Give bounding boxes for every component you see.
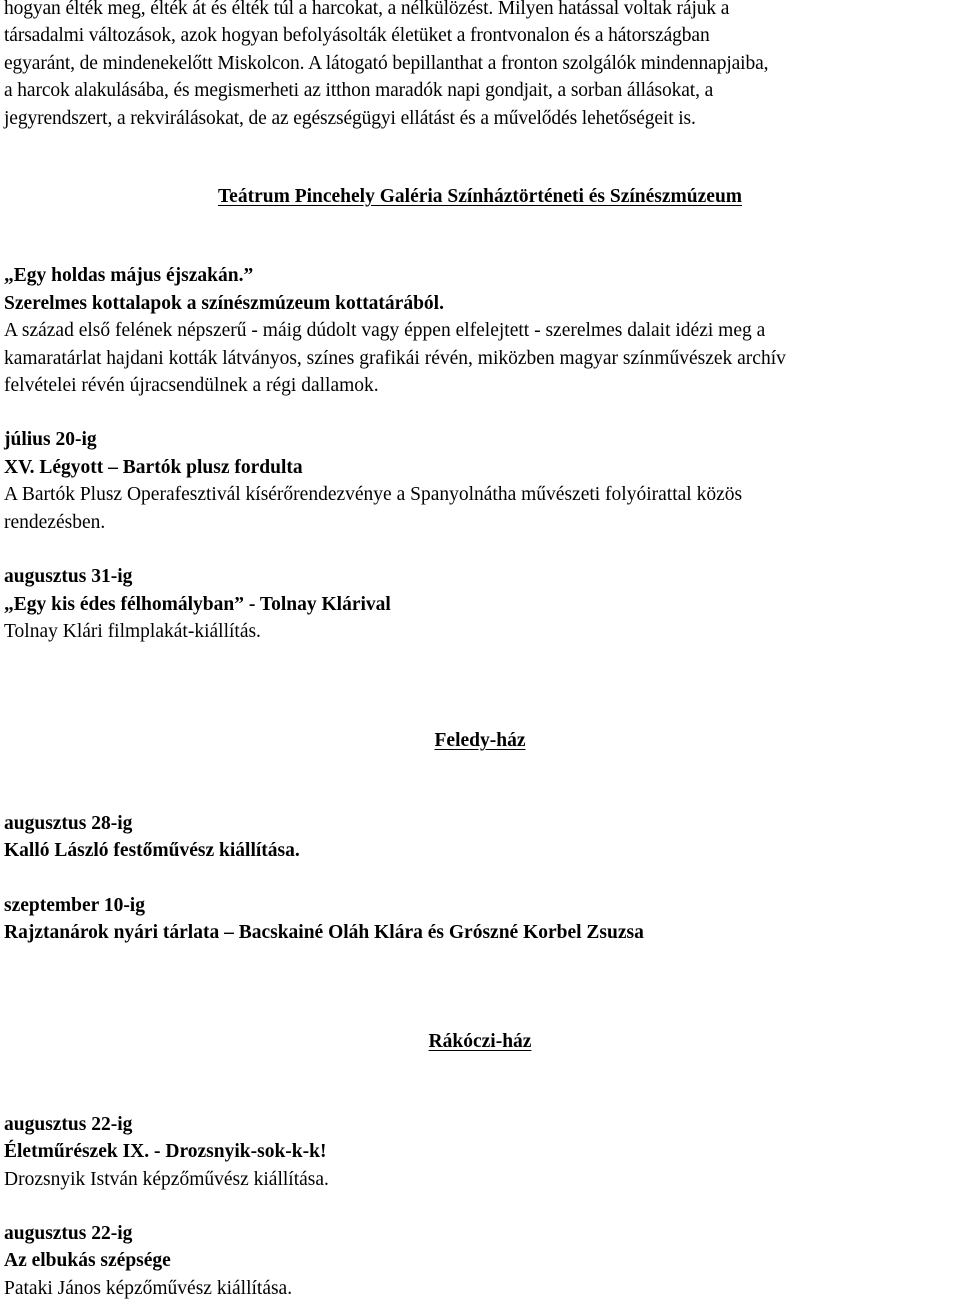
description-line: A század első felének népszerű - máig dúdolt vagy éppen elfelejtett - szerelmes dalait idézi meg a bbox=[4, 320, 766, 342]
intro-line: a harcok alakulásába, és megismerheti az itthon maradók napi gondjait, a sorban állásokat, a bbox=[4, 80, 714, 102]
event-description: Drozsnyik István képzőművész kiállítása. bbox=[4, 1168, 329, 1190]
event-title: Az elbukás szépsége bbox=[4, 1250, 171, 1272]
intro-line: hogyan élték meg, élték át és élték túl a harcokat, a nélkülözést. Milyen hatással voltak rájuk a bbox=[4, 0, 730, 19]
event-date: augusztus 22-ig bbox=[4, 1222, 133, 1244]
event-date: augusztus 31-ig bbox=[4, 566, 133, 588]
event-elbukas bbox=[4, 1220, 956, 1302]
event-tolnay bbox=[4, 563, 956, 645]
description-line: rendezésben. bbox=[4, 511, 106, 533]
section-title: Teátrum Pincehely Galéria Színháztörténeti és Színészmúzeum bbox=[217, 186, 743, 208]
event-title: Kalló László festőművész kiállítása. bbox=[4, 840, 300, 862]
event-kallo bbox=[4, 810, 956, 865]
event-title: „Egy kis édes félhomályban” - Tolnay Klárival bbox=[4, 593, 391, 615]
event-date: augusztus 28-ig bbox=[4, 812, 133, 834]
event-description: Pataki János képzőművész kiállítása. bbox=[4, 1277, 293, 1299]
event-title: XV. Légyott – Bartók plusz fordulta bbox=[4, 456, 303, 478]
intro-line: társadalmi változások, azok hogyan befolyásolták életüket a frontvonalon és a hátországban bbox=[4, 25, 710, 47]
event-description bbox=[4, 317, 956, 399]
event-title: Életműrészek IX. - Drozsnyik-sok-k-k! bbox=[4, 1141, 327, 1163]
section-title: Rákóczi-ház bbox=[428, 1031, 532, 1053]
event-subtitle: Szerelmes kottalapok a színészmúzeum kottatárából. bbox=[4, 292, 444, 314]
description-line: A Bartók Plusz Operafesztivál kísérőrendezvénye a Spanyolnátha művészeti folyóirattal közös bbox=[4, 484, 743, 506]
section-teatrum bbox=[4, 183, 956, 645]
section-title: Feledy-ház bbox=[434, 730, 526, 752]
intro-paragraph bbox=[4, 0, 956, 132]
description-line: kamaratárlat hajdani kották látványos, színes grafikái révén, miközben magyar színművészek archív bbox=[4, 347, 786, 369]
event-title: Rajztanárok nyári tárlata – Bacskainé Oláh Klára és Grószné Korbel Zsuzsa bbox=[4, 921, 644, 943]
event-date: augusztus 22-ig bbox=[4, 1113, 133, 1135]
event-drozsnyik bbox=[4, 1111, 956, 1193]
section-rakoczi bbox=[4, 1028, 956, 1302]
event-description: Tolnay Klári filmplakát-kiállítás. bbox=[4, 620, 261, 642]
section-feledy bbox=[4, 727, 956, 946]
event-rajztanarok bbox=[4, 892, 956, 947]
event-date: július 20-ig bbox=[4, 429, 97, 451]
event-egy-holdas bbox=[4, 262, 956, 399]
intro-line: jegyrendszert, a rekvirálásokat, de az egészségügyi ellátást és a művelődés lehetőségeit is. bbox=[4, 107, 696, 129]
event-title: „Egy holdas május éjszakán.” bbox=[4, 265, 254, 287]
event-date: szeptember 10-ig bbox=[4, 894, 145, 916]
event-legyott bbox=[4, 426, 956, 536]
description-line: felvételei révén újracsendülnek a régi dallamok. bbox=[4, 375, 379, 397]
intro-line: egyaránt, de mindenekelőtt Miskolcon. A látogató bepillanthat a fronton szolgálók mindennapjaiba, bbox=[4, 52, 769, 74]
